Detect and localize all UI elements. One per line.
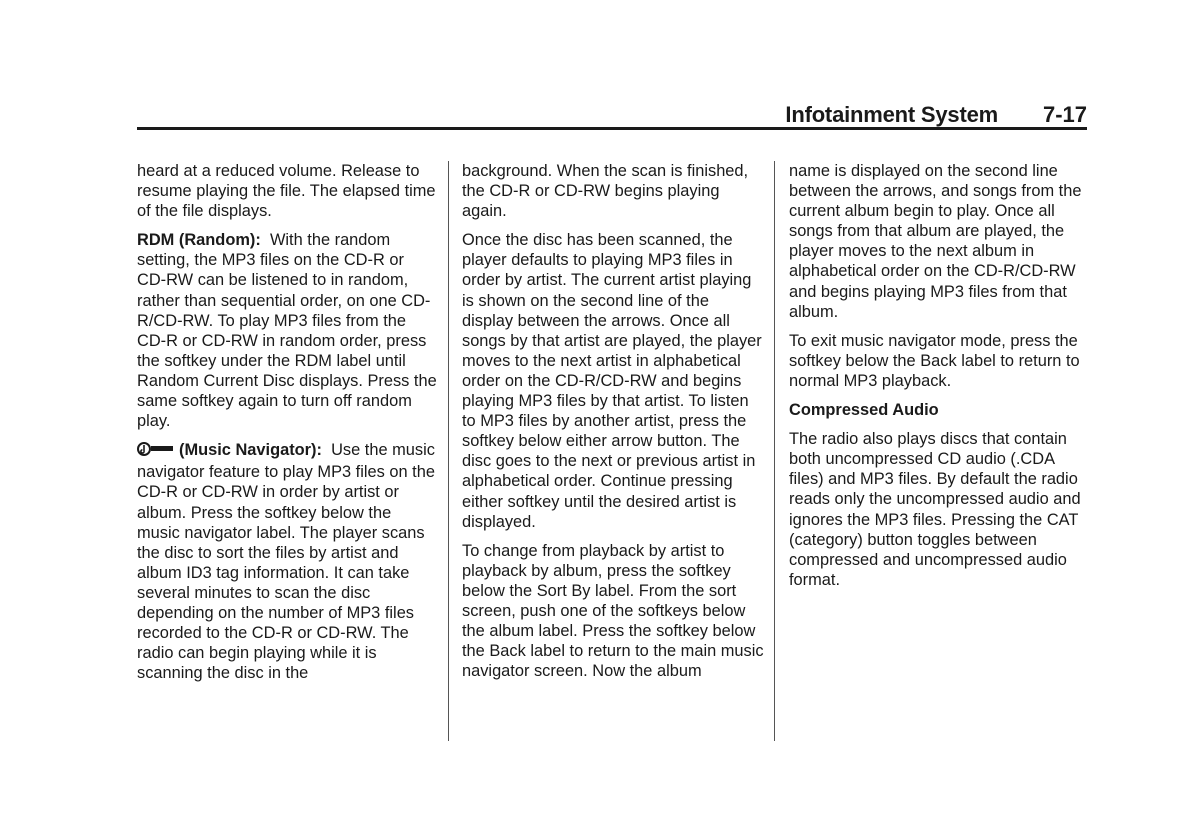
column-3 xyxy=(789,161,1089,599)
section-title: Infotainment System xyxy=(785,102,998,127)
col3-paragraph-1: name is displayed on the second line between the arrows, and songs from the current album begin to play. Once all songs from that album are played, the player moves to the next album in alphabetical order on the CD-R/CD-RW and begins playing MP3 files from that album. xyxy=(789,162,1082,321)
col3-paragraph-3: The radio also plays discs that contain both uncompressed CD audio (.CDA files) and MP3 files. By default the radio reads only the uncompressed audio and ignores the MP3 files. Pressing the CAT (category) button toggles between compressed and uncompressed audio format. xyxy=(789,430,1081,589)
column-2 xyxy=(462,161,764,690)
col2-paragraph-3: To change from playback by artist to playback by album, press the softkey below the Sort By label. From the sort screen, push one of the softkeys below the album label. Press the softkey below the Back label to return to the main music navigator screen. Now the album xyxy=(462,541,764,681)
col1-paragraph-1: heard at a reduced volume. Release to resume playing the file. The elapsed time of the file displays. xyxy=(137,162,436,221)
column-divider-2 xyxy=(774,161,775,741)
col2-paragraph-1: background. When the scan is finished, the CD-R or CD-RW begins playing again. xyxy=(462,162,749,221)
col3-paragraph-2: To exit music navigator mode, press the softkey below the Back label to return to normal MP3 playback. xyxy=(789,331,1080,390)
rdm-label: RDM (Random): xyxy=(137,231,261,250)
column-1 xyxy=(137,161,437,692)
page-number: 7-17 xyxy=(1042,102,1087,127)
column-divider-1 xyxy=(448,161,449,741)
col2-paragraph-2: Once the disc has been scanned, the player defaults to playing MP3 files in order by artist. The current artist playing is shown on the second line of the display between the arrows. Once all songs by that artist are played, the player moves to the next artist in alphabetical order on the CD-R/CD-RW and begins playing MP3 files by that artist. To listen to MP3 files by another artist, press the softkey below either arrow button. The disc goes to the next or previous artist in alphabetical order. Continue pressing either softkey until the desired artist is displayed. xyxy=(462,231,762,531)
rdm-text: With the random setting, the MP3 files on the CD-R or CD-RW can be listened to in random, rather than sequential order, on one CD-R/CD-RW. To play MP3 files from the CD-R or CD-RW in random order, press the softkey under the RDM label until Random Current Disc displays. Press the same softkey again to turn off random play. xyxy=(137,231,437,431)
col1-paragraph-rdm xyxy=(137,230,437,431)
header-rule xyxy=(137,127,1087,130)
page-header xyxy=(137,100,1087,128)
music-navigator-label: (Music Navigator): xyxy=(179,441,322,460)
music-navigator-icon xyxy=(137,441,175,462)
col1-paragraph-music-navigator xyxy=(137,440,437,683)
music-navigator-text: Use the music navigator feature to play MP3 files on the CD-R or CD-RW in order by artist or album. Press the softkey below the music navigator label. The player scans the disc to sort the files by artist and album ID3 tag information. It can take several minutes to scan the disc depending on the number of MP3 files recorded to the CD-R or CD-RW. The radio can begin playing while it is scanning the disc in the xyxy=(137,441,435,683)
compressed-audio-heading: Compressed Audio xyxy=(789,401,939,420)
